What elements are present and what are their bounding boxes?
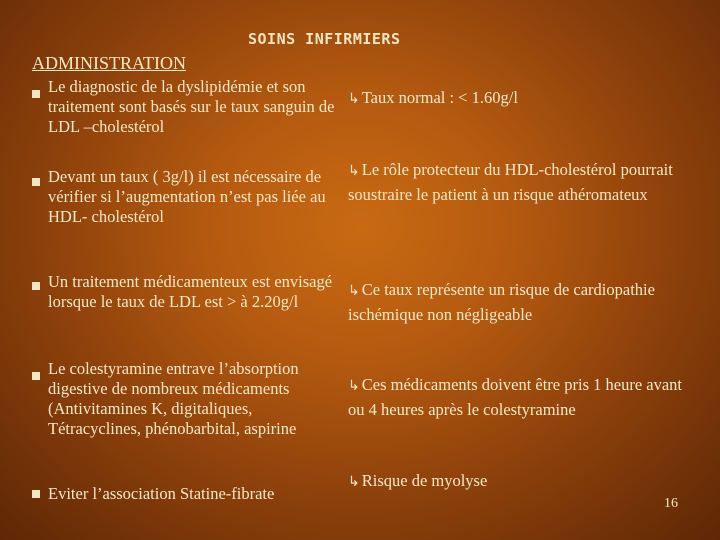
point-text: Le colestyramine entrave l’absorption digestive de nombreux médicaments (Antivitamines K, digitaliques, Tétracyclines, phénobarbital, aspirine bbox=[48, 359, 299, 438]
note-text bbox=[348, 469, 688, 494]
bullet-icon bbox=[32, 90, 40, 98]
arrow-icon: ↳ bbox=[348, 474, 360, 490]
note-text bbox=[348, 158, 688, 207]
point-text: Le diagnostic de la dyslipidémie et son traitement sont basés sur le taux sanguin de LDL –cholestérol bbox=[48, 77, 335, 136]
point-text: Eviter l’association Statine-fibrate bbox=[48, 484, 275, 503]
bullet-icon bbox=[32, 490, 40, 498]
bullet-icon bbox=[32, 282, 40, 290]
arrow-icon: ↳ bbox=[348, 91, 360, 107]
point-text: Un traitement médicamenteux est envisagé lorsque le taux de LDL est > à 2.20g/l bbox=[48, 272, 333, 311]
arrow-icon: ↳ bbox=[348, 283, 360, 299]
arrow-icon: ↳ bbox=[348, 163, 360, 179]
note-label: Le rôle protecteur du HDL-cholestérol pourrait soustraire le patient à un risque athéromateux bbox=[348, 160, 673, 204]
note-label: Ces médicaments doivent être pris 1 heure avant ou 4 heures après le colestyramine bbox=[348, 375, 683, 419]
note-text bbox=[348, 373, 688, 422]
note-label: Ce taux représente un risque de cardiopathie ischémique non négligeable bbox=[348, 280, 655, 324]
arrow-icon: ↳ bbox=[348, 378, 360, 394]
page-number: 16 bbox=[664, 496, 678, 511]
note-text bbox=[348, 86, 688, 111]
note-text bbox=[348, 278, 688, 327]
note-label: Taux normal : < 1.60g/l bbox=[361, 88, 518, 107]
bullet-icon bbox=[32, 372, 40, 380]
point-text: Devant un taux ( 3g/l) il est nécessaire de vérifier si l’augmentation n’est pas liée au HDL- cholestérol bbox=[48, 167, 326, 226]
section-heading: ADMINISTRATION bbox=[32, 53, 186, 73]
slide-title: SOINS INFIRMIERS bbox=[248, 30, 401, 48]
bullet-icon bbox=[32, 178, 40, 186]
note-label: Risque de myolyse bbox=[361, 471, 488, 490]
